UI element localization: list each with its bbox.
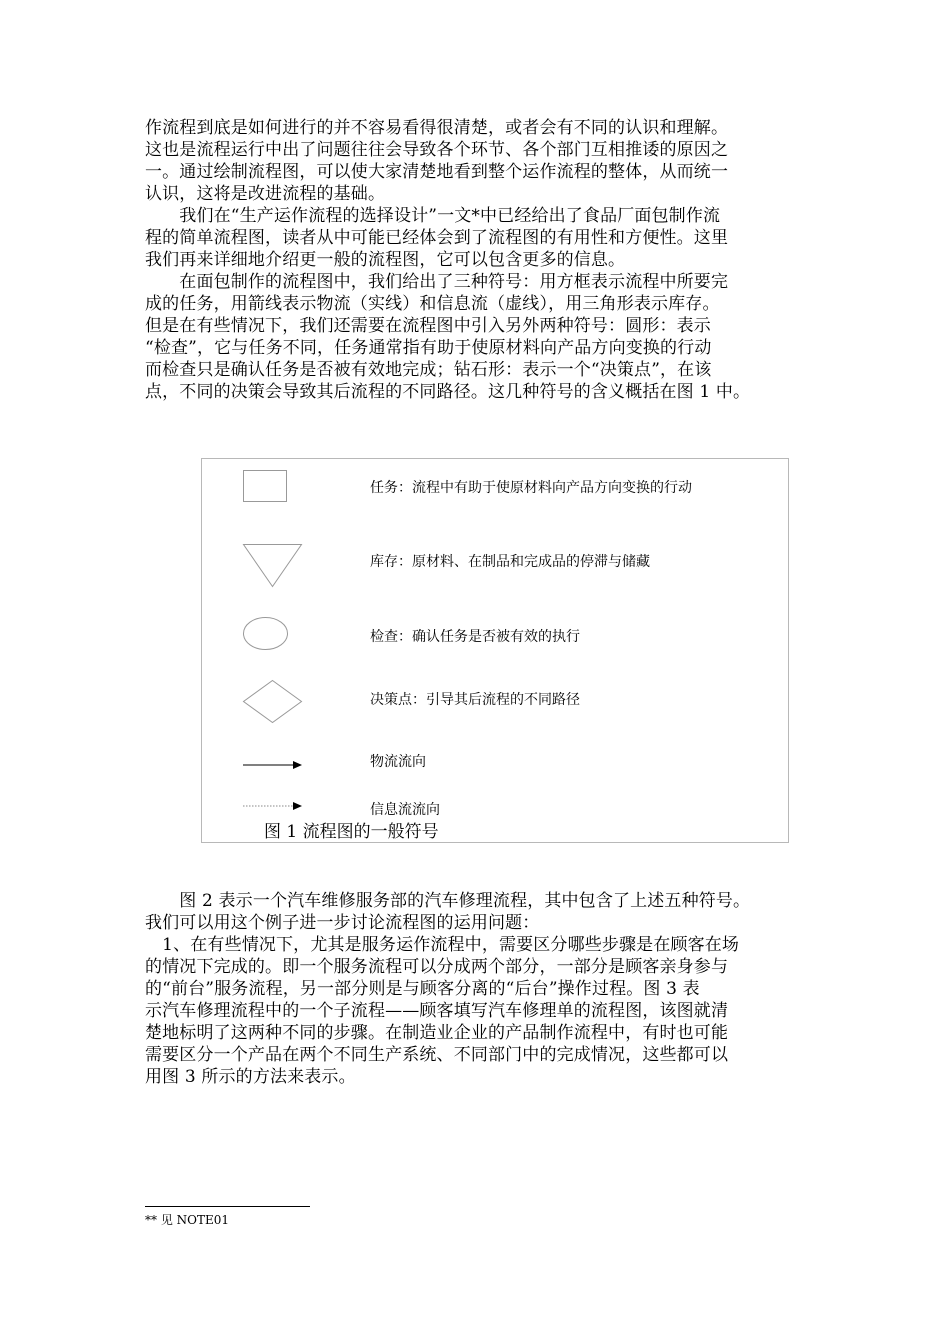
body-line: 的“前台”服务流程，另一部分则是与顾客分离的“后台”操作过程。图 3 表 (145, 979, 700, 999)
footnote: ** 见 NOTE01 (145, 1213, 230, 1227)
legend-label-inspection: 检查：确认任务是否被有效的执行 (370, 629, 580, 645)
body-line: 示汽车修理流程中的一个子流程——顾客填写汽车修理单的流程图，该图就清 (145, 1001, 729, 1021)
footnote-separator (145, 1206, 310, 1207)
body-line: 用图 3 所示的方法来表示。 (145, 1067, 356, 1087)
legend-label-decision: 决策点：引导其后流程的不同路径 (370, 692, 580, 708)
legend-label-inventory: 库存：原材料、在制品和完成品的停滞与储藏 (370, 554, 650, 570)
ellipse-inspection-icon (243, 617, 289, 651)
body-line: 认识，这将是改进流程的基础。 (145, 184, 386, 204)
legend-label-material-flow: 物流流向 (370, 754, 426, 770)
body-line: 作流程到底是如何进行的并不容易看得很清楚，或者会有不同的认识和理解。 (145, 118, 729, 138)
body-line: 我们在“生产运作流程的选择设计”一文*中已经给出了食品厂面包制作流 (145, 206, 721, 226)
body-line: 楚地标明了这两种不同的步骤。在制造业企业的产品制作流程中，有时也可能 (145, 1023, 729, 1043)
body-line: 1、在有些情况下，尤其是服务运作流程中，需要区分哪些步骤是在顾客在场 (145, 935, 740, 955)
dotted-arrow-icon (243, 799, 305, 813)
body-line: 程的简单流程图，读者从中可能已经体会到了流程图的有用性和方便性。这里 (145, 228, 729, 248)
legend-label-task: 任务：流程中有助于使原材料向产品方向变换的行动 (370, 480, 692, 496)
body-line: 我们可以用这个例子进一步讨论流程图的运用问题： (145, 913, 540, 933)
body-line: 点，不同的决策会导致其后流程的不同路径。这几种符号的含义概括在图 1 中。 (145, 382, 751, 402)
legend-label-info-flow: 信息流流向 (370, 802, 440, 818)
body-line: 在面包制作的流程图中，我们给出了三种符号：用方框表示流程中所要完 (145, 272, 729, 292)
body-line: 这也是流程运行中出了问题往往会导致各个环节、各个部门互相推诿的原因之 (145, 140, 729, 160)
figure-1-frame (201, 458, 789, 843)
body-line: 但是在有些情况下，我们还需要在流程图中引入另外两种符号：圆形：表示 (145, 316, 711, 336)
body-line: 的情况下完成的。即一个服务流程可以分成两个部分，一部分是顾客亲身参与 (145, 957, 729, 977)
body-line: 而检查只是确认任务是否被有效地完成；钻石形：表示一个“决策点”，在该 (145, 360, 712, 380)
body-line: 需要区分一个产品在两个不同生产系统、不同部门中的完成情况，这些都可以 (145, 1045, 729, 1065)
figure-caption: 图 1 流程图的一般符号 (264, 822, 439, 842)
diamond-decision-icon (243, 680, 303, 724)
solid-arrow-icon (243, 758, 305, 772)
body-line: 成的任务，用箭线表示物流（实线）和信息流（虚线），用三角形表示库存。 (145, 294, 720, 314)
body-line: “检查”，它与任务不同，任务通常指有助于使原材料向产品方向变换的行动 (145, 338, 712, 358)
triangle-inventory-icon (243, 544, 303, 588)
body-line: 我们再来详细地介绍更一般的流程图，它可以包含更多的信息。 (145, 250, 626, 270)
body-line: 一。通过绘制流程图，可以使大家清楚地看到整个运作流程的整体，从而统一 (145, 162, 729, 182)
square-task-icon (243, 470, 288, 503)
body-line: 图 2 表示一个汽车维修服务部的汽车修理流程，其中包含了上述五种符号。 (145, 891, 751, 911)
